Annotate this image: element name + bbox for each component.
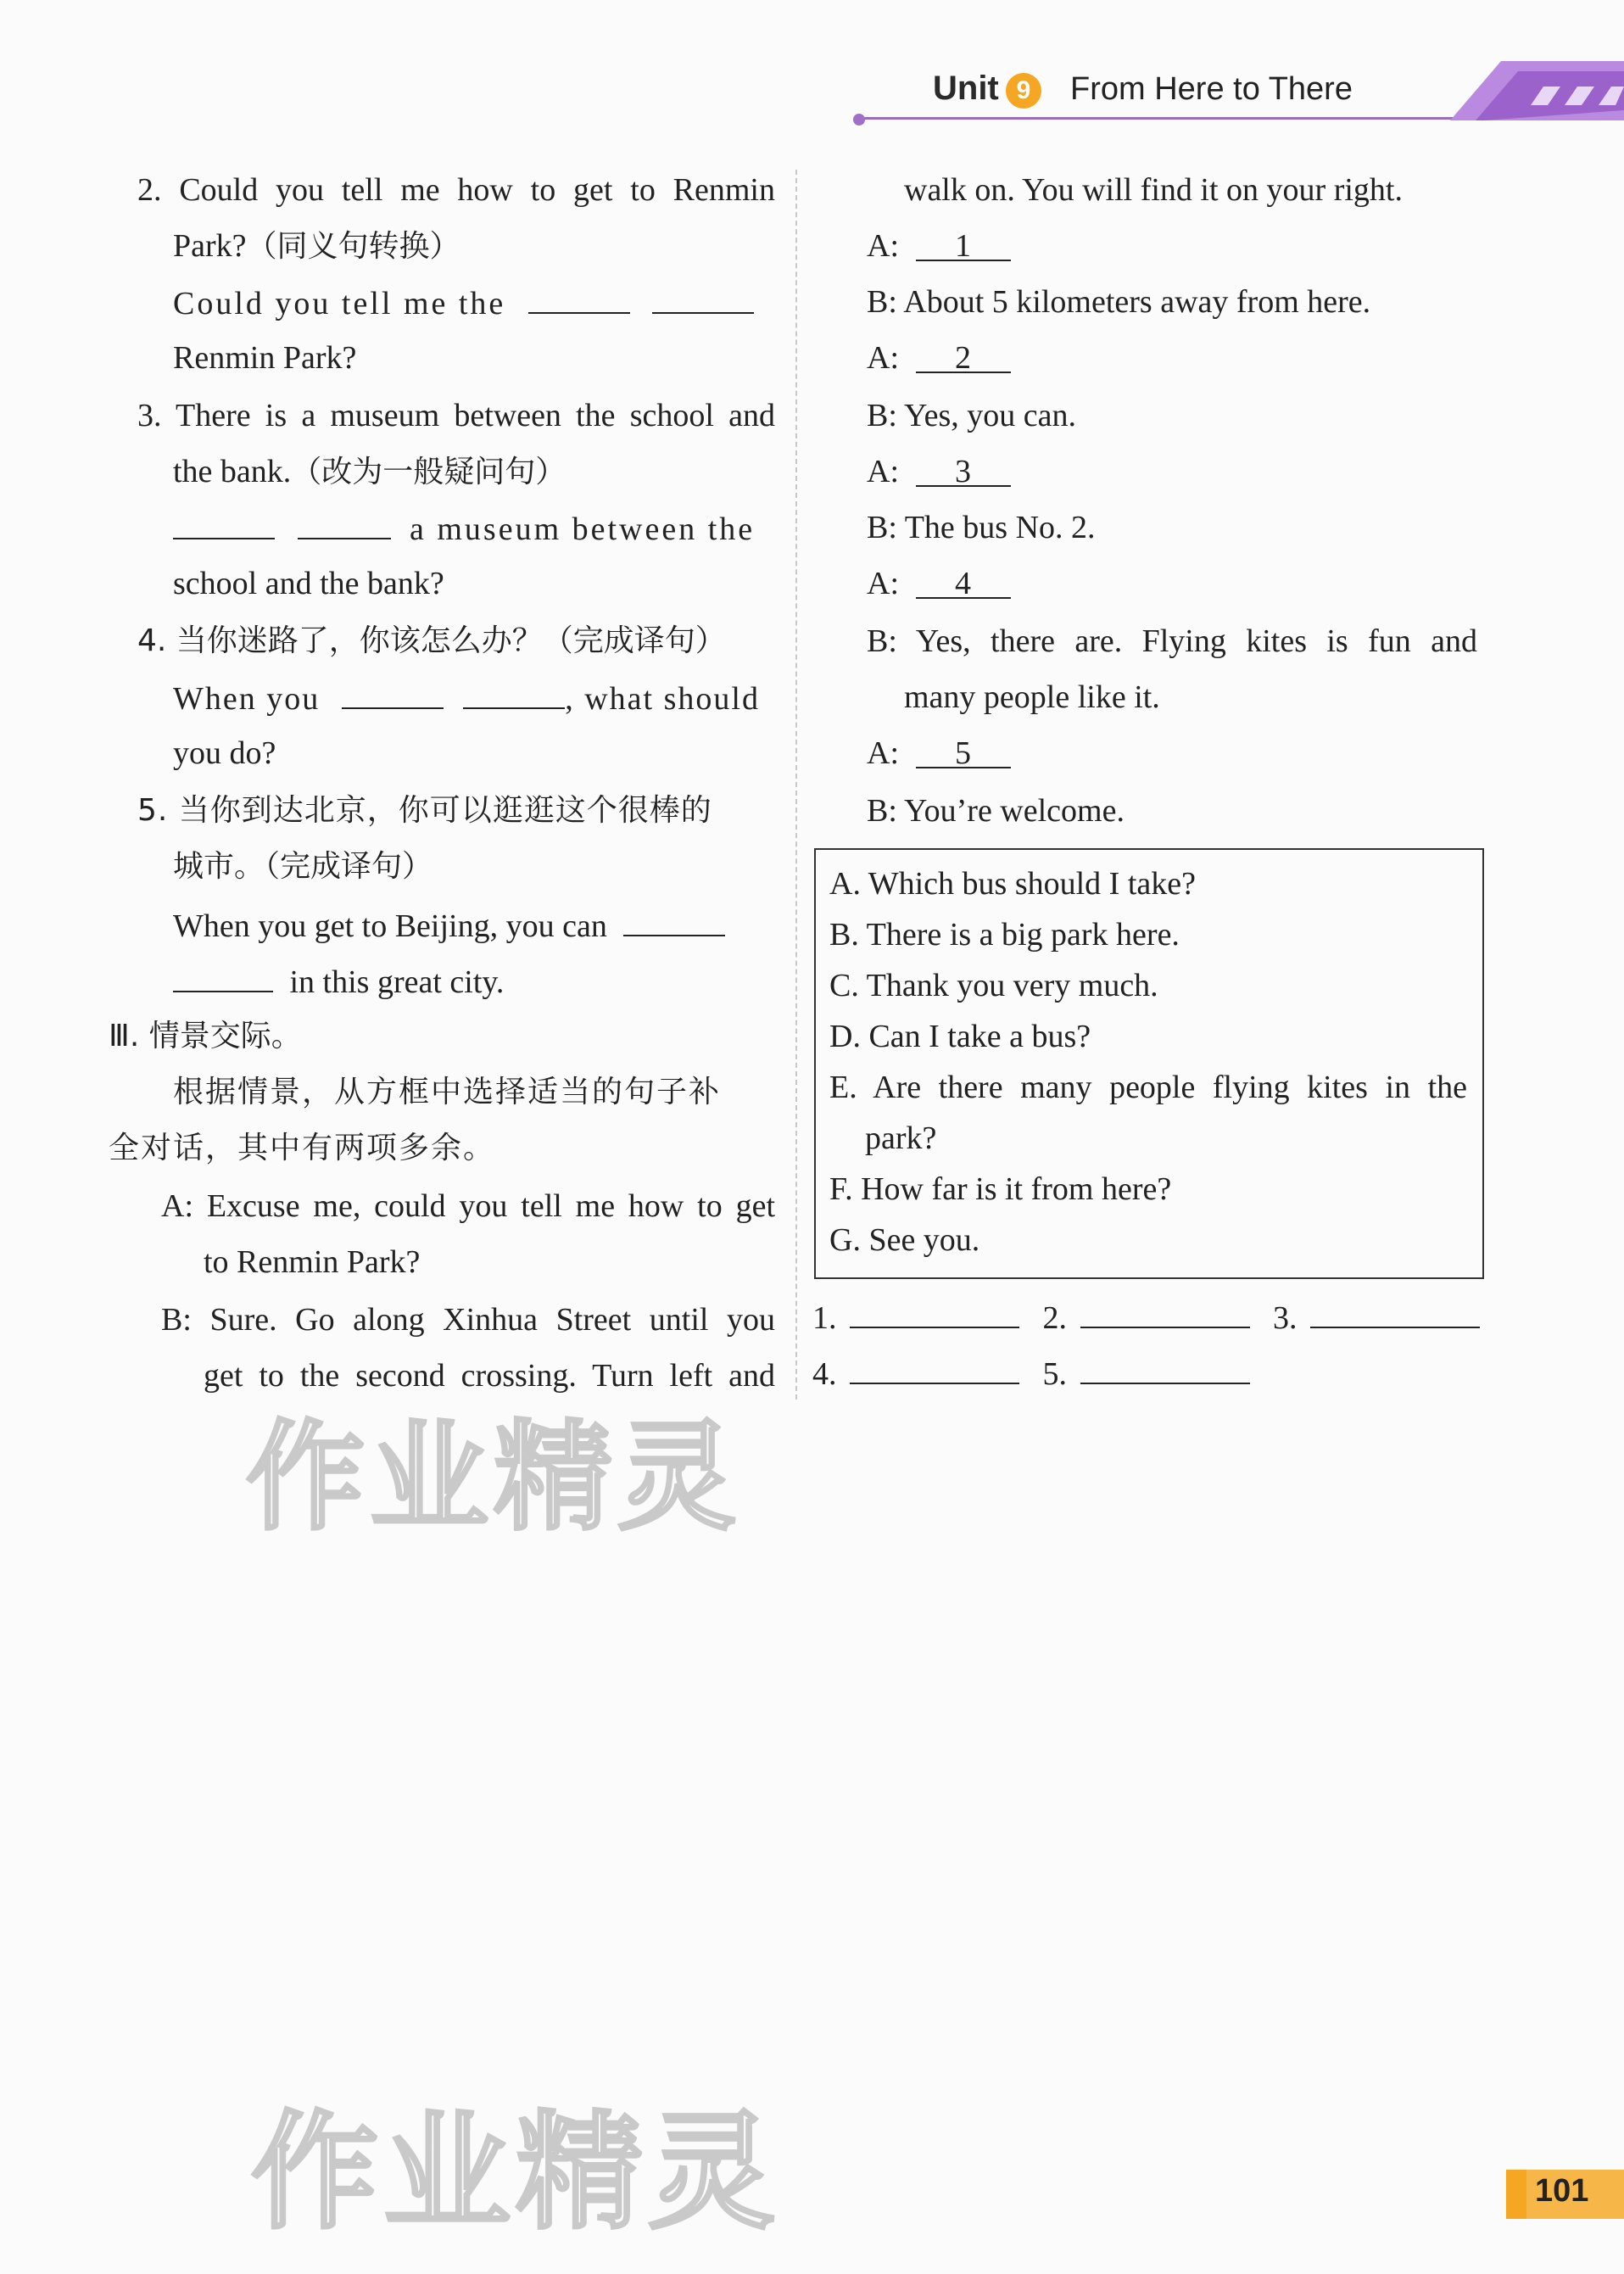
q5-line4-text: in this great city. (289, 964, 505, 1000)
speaker-a-label: A: (867, 454, 899, 489)
option-g: G. See you. (829, 1222, 980, 1258)
section-3-instruction-2: 全对话，其中有两项多余。 (109, 1131, 496, 1165)
dialog-b5-line1: B: Yes, there are. Flying kites is fun and (867, 623, 1477, 659)
dialog-b1-line3: walk on. You will find it on your right. (904, 172, 1403, 208)
q4-line2 (173, 679, 760, 718)
answer-blank-1[interactable]: 1 (916, 227, 1011, 261)
q2-line2-en: Park? (173, 228, 247, 264)
dialog-a-blank-1 (867, 227, 1011, 265)
q3-line2-cn: （改为一般疑问句） (291, 455, 566, 489)
q5-line3 (173, 906, 725, 945)
watermark-top: 作业精灵 (246, 1409, 742, 1547)
q2-blank-2[interactable] (652, 283, 754, 314)
answer-line-4[interactable] (850, 1354, 1019, 1384)
q3-line2 (173, 453, 566, 491)
options-box (814, 848, 1484, 1279)
q4-line3: you do? (173, 735, 276, 771)
answer-blank-3[interactable]: 3 (916, 453, 1011, 487)
page-number: 101 (1535, 2173, 1589, 2209)
answer-line-2[interactable] (1080, 1298, 1250, 1328)
q2-line2 (173, 227, 460, 265)
q3-blank-2[interactable] (298, 509, 391, 539)
q4-line2-text-b: , what should (565, 681, 760, 717)
section-3-heading: Ⅲ. 情景交际。 (109, 1019, 302, 1053)
dialog-b4: B: The bus No. 2. (867, 510, 1096, 545)
dialog-a-blank-3 (867, 453, 1011, 490)
answer-num-2: 2. (1042, 1300, 1067, 1336)
answer-num-4: 4. (812, 1356, 837, 1392)
column-divider (795, 170, 797, 1400)
q5-line3-text: When you get to Beijing, you can (173, 908, 607, 944)
dialog-b6: B: You’re welcome. (867, 793, 1125, 829)
q3-line4: school and the bank? (173, 566, 444, 601)
speaker-a-label: A: (867, 228, 899, 264)
dialog-a-blank-2 (867, 339, 1011, 377)
q4-blank-1[interactable] (342, 679, 444, 709)
option-e-line1: E. Are there many people flying kites in the (829, 1070, 1467, 1105)
watermark-bottom: 作业精灵 (251, 2099, 781, 2247)
q3-line1: 3. There is a museum between the school and (137, 398, 775, 433)
answer-num-1: 1. (812, 1300, 837, 1336)
q4-line1: 4. 当你迷路了，你该怎么办？（完成译句） (137, 623, 726, 658)
answer-line-row-2 (812, 1354, 1250, 1393)
header-rule (863, 117, 1457, 120)
unit-label: Unit (933, 70, 999, 107)
q2-line3 (173, 283, 754, 322)
dialog-b1-line2: get to the second crossing. Turn left and (204, 1358, 775, 1394)
answer-blank-4[interactable]: 4 (916, 565, 1011, 599)
q3-line3 (173, 509, 755, 548)
option-e-line2: park? (865, 1120, 937, 1156)
q5-blank-1[interactable] (623, 906, 725, 936)
answer-line-3[interactable] (1310, 1298, 1480, 1328)
dialog-b3: B: Yes, you can. (867, 398, 1077, 433)
header-dot (853, 114, 865, 126)
q5-line2: 城市。（完成译句） (173, 849, 433, 884)
q2-line3-text: Could you tell me the (173, 286, 506, 321)
q2-line4: Renmin Park? (173, 340, 357, 376)
q2-blank-1[interactable] (528, 283, 630, 314)
answer-num-3: 3. (1273, 1300, 1298, 1336)
option-f: F. How far is it from here? (829, 1171, 1172, 1207)
q3-line3-text: a museum between the (410, 511, 756, 547)
answer-blank-2[interactable]: 2 (916, 339, 1011, 373)
dialog-a-blank-4 (867, 565, 1011, 602)
q2-line2-cn: （同义句转换） (246, 229, 460, 264)
speaker-a-label: A: (867, 566, 899, 601)
q5-line1: 5. 当你到达北京，你可以逛逛这个很棒的 (137, 793, 712, 828)
q2-line1: 2. Could you tell me how to get to Renmin (137, 172, 775, 208)
dialog-a1-line1: A: Excuse me, could you tell me how to get (161, 1188, 775, 1224)
unit-title: From Here to There (1070, 71, 1353, 107)
q4-blank-2[interactable] (463, 679, 565, 709)
speaker-a-label: A: (867, 340, 899, 376)
option-c: C. Thank you very much. (829, 968, 1158, 1003)
answer-num-5: 5. (1042, 1356, 1067, 1392)
unit-number-badge: 9 (1006, 73, 1041, 109)
q5-line4 (173, 962, 504, 1001)
answer-line-row-1 (812, 1298, 1480, 1337)
answer-line-1[interactable] (850, 1298, 1019, 1328)
dialog-a1-line2: to Renmin Park? (204, 1244, 421, 1280)
q5-blank-2[interactable] (173, 962, 273, 992)
q3-blank-1[interactable] (173, 509, 275, 539)
answer-line-5[interactable] (1080, 1354, 1250, 1384)
q4-line2-text-a: When you (173, 681, 321, 717)
header-stripe-decoration (1450, 61, 1624, 120)
option-b: B. There is a big park here. (829, 917, 1180, 953)
q3-line2-en: the bank. (173, 454, 292, 489)
section-3-instruction-1: 根据情景，从方框中选择适当的句子补 (173, 1075, 722, 1109)
dialog-b5-line2: many people like it. (904, 679, 1160, 715)
dialog-b2: B: About 5 kilometers away from here. (867, 284, 1371, 320)
dialog-a-blank-5 (867, 735, 1011, 772)
dialog-b1-line1: B: Sure. Go along Xinhua Street until you (161, 1302, 775, 1338)
option-a: A. Which bus should I take? (829, 866, 1196, 902)
answer-blank-5[interactable]: 5 (916, 735, 1011, 768)
speaker-a-label: A: (867, 735, 899, 771)
option-d: D. Can I take a bus? (829, 1019, 1091, 1054)
